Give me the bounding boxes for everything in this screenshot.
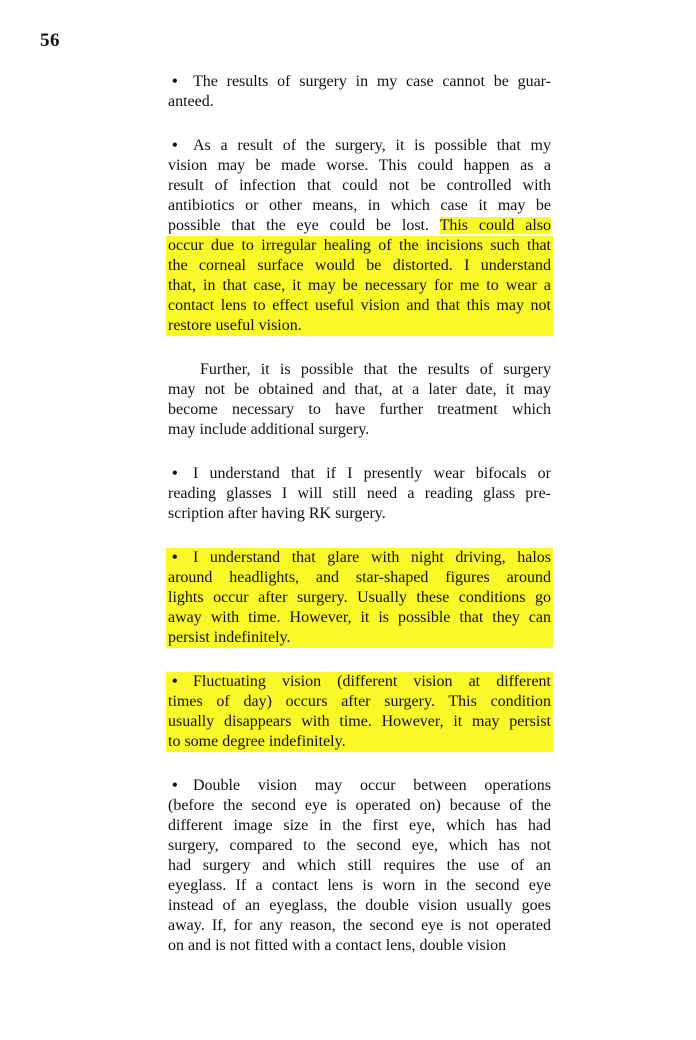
paragraph bbox=[168, 360, 551, 440]
text-line bbox=[168, 216, 551, 236]
text-line bbox=[168, 400, 551, 420]
text-line bbox=[168, 360, 551, 380]
line-text: that, in that case, it may be necessary for me to wear a bbox=[168, 277, 551, 294]
highlighted-text-line bbox=[166, 732, 553, 752]
line-text: Double vision may occur between operations bbox=[193, 777, 551, 794]
bullet-paragraph bbox=[168, 548, 551, 648]
text-line bbox=[168, 92, 551, 112]
line-text: Fluctuating vision (different vision at different bbox=[193, 673, 551, 690]
text-line bbox=[168, 836, 551, 856]
line-text: times of day) occurs after surgery. This condition bbox=[168, 693, 551, 710]
line-text: The results of surgery in my case cannot be guar- bbox=[193, 73, 551, 90]
highlighted-text-line bbox=[166, 692, 553, 712]
line-text: contact lens to effect useful vision and that this may not bbox=[168, 297, 551, 314]
bullet-paragraph bbox=[168, 672, 551, 752]
line-text: on and is not fitted with a contact lens, double vision bbox=[168, 937, 507, 954]
text-line bbox=[168, 196, 551, 216]
line-text: become necessary to have further treatment which bbox=[168, 401, 551, 418]
text-line bbox=[168, 380, 551, 400]
line-text: antibiotics or other means, in which case it may be bbox=[168, 197, 551, 214]
line-text: Further, it is possible that the results of surgery bbox=[200, 361, 551, 378]
highlighted-text-line bbox=[166, 608, 553, 628]
text-line bbox=[168, 916, 551, 936]
line-text: restore useful vision. bbox=[168, 317, 302, 334]
highlighted-text-line bbox=[166, 276, 553, 296]
text-line bbox=[168, 484, 551, 504]
line-text: to some degree indefinitely. bbox=[168, 733, 346, 750]
body-text bbox=[168, 72, 551, 980]
line-text: result of infection that could not be controlled with bbox=[168, 177, 551, 194]
text-line bbox=[168, 504, 551, 524]
bullet-paragraph bbox=[168, 464, 551, 524]
highlighted-text-line bbox=[166, 568, 553, 588]
highlighted-text-line bbox=[166, 628, 553, 648]
bullet-marker: • bbox=[172, 549, 178, 566]
highlighted-text-line bbox=[166, 316, 553, 336]
line-text: surgery, compared to the second eye, which has not bbox=[168, 837, 551, 854]
line-text: occur due to irregular healing of the incisions such that bbox=[168, 237, 551, 254]
highlighted-text-line bbox=[166, 296, 553, 316]
bullet-marker: • bbox=[172, 465, 178, 482]
text-line bbox=[168, 776, 551, 796]
line-text: I understand that glare with night driving, halos bbox=[193, 549, 551, 566]
line-text: instead of an eyeglass, the double vision usually goes bbox=[168, 897, 551, 914]
line-text: usually disappears with time. However, it may persist bbox=[168, 713, 551, 730]
highlighted-text-line bbox=[166, 712, 553, 732]
line-text: may not be obtained and that, at a later date, it may bbox=[168, 381, 551, 398]
line-text: eyeglass. If a contact lens is worn in the second eye bbox=[168, 877, 551, 894]
text-line bbox=[168, 796, 551, 816]
text-line bbox=[168, 176, 551, 196]
text-line bbox=[168, 72, 551, 92]
highlighted-text-line bbox=[166, 256, 553, 276]
line-text: As a result of the surgery, it is possible that my bbox=[193, 137, 551, 154]
highlighted-text-line bbox=[166, 548, 553, 568]
text-line bbox=[168, 856, 551, 876]
line-text: (before the second eye is operated on) because of the bbox=[168, 797, 551, 814]
line-text: lights occur after surgery. Usually these conditions go bbox=[168, 589, 551, 606]
text-line bbox=[168, 464, 551, 484]
line-text: I understand that if I presently wear bifocals or bbox=[193, 465, 551, 482]
highlighted-text-line bbox=[166, 672, 553, 692]
line-text: scription after having RK surgery. bbox=[168, 505, 386, 522]
line-text: reading glasses I will still need a reading glass pre- bbox=[168, 485, 551, 502]
bullet-marker: • bbox=[172, 73, 178, 90]
text-line bbox=[168, 896, 551, 916]
highlighted-text-segment: This could also bbox=[439, 217, 552, 234]
line-text: possible that the eye could be lost. bbox=[168, 217, 429, 234]
highlighted-text-line bbox=[166, 588, 553, 608]
line-text: anteed. bbox=[168, 93, 214, 110]
page-number: 56 bbox=[40, 30, 60, 51]
line-text: may include additional surgery. bbox=[168, 421, 370, 438]
text-line bbox=[168, 136, 551, 156]
line-text: away with time. However, it is possible that they can bbox=[168, 609, 551, 626]
line-text: around headlights, and star-shaped figures around bbox=[168, 569, 551, 586]
line-text: away. If, for any reason, the second eye is not operated bbox=[168, 917, 551, 934]
line-text: different image size in the first eye, which has had bbox=[168, 817, 551, 834]
bullet-marker: • bbox=[172, 777, 178, 794]
bullet-marker: • bbox=[172, 673, 178, 690]
line-text: had surgery and which still requires the use of an bbox=[168, 857, 551, 874]
line-text: the corneal surface would be distorted. I understand bbox=[168, 257, 551, 274]
highlighted-text-line bbox=[166, 236, 553, 256]
text-line bbox=[168, 156, 551, 176]
bullet-marker: • bbox=[172, 137, 178, 154]
text-line bbox=[168, 936, 551, 956]
bullet-paragraph bbox=[168, 72, 551, 112]
text-line bbox=[168, 420, 551, 440]
text-line bbox=[168, 876, 551, 896]
bullet-paragraph bbox=[168, 136, 551, 336]
line-text: vision may be made worse. This could happen as a bbox=[168, 157, 551, 174]
bullet-paragraph bbox=[168, 776, 551, 956]
line-text: persist indefinitely. bbox=[168, 629, 291, 646]
text-line bbox=[168, 816, 551, 836]
